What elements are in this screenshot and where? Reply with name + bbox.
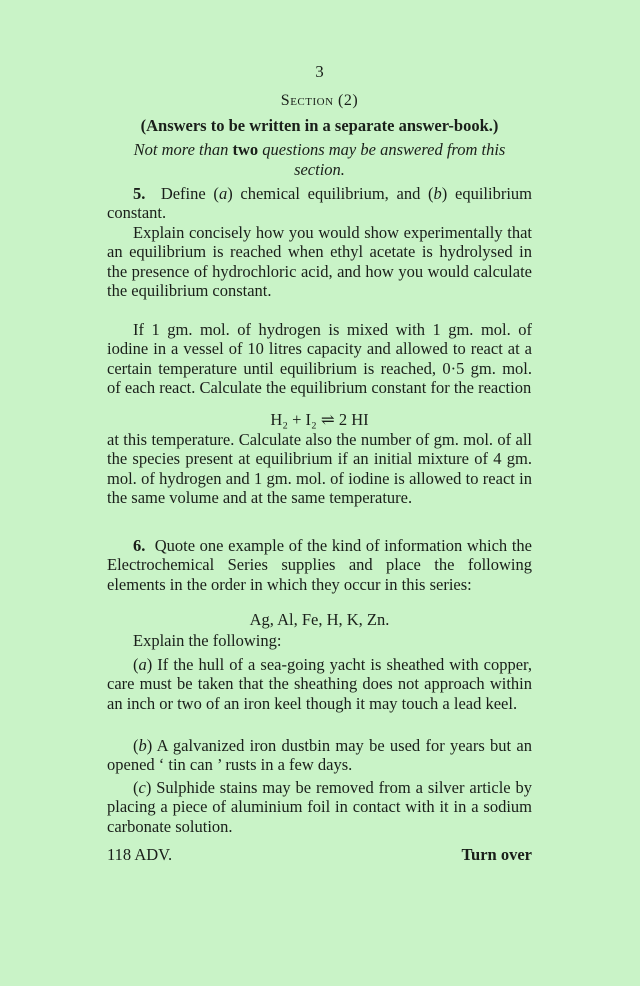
q5-para-3	[107, 320, 532, 398]
reaction-equation: H₂ + I₂ ⇌ 2 HI	[270, 410, 369, 429]
q5-para-4-text: at this temperature. Calculate also the number of gm. mol. of all the species present at equilibrium if an initial mixture of 4 gm. mol. of hydrogen and 1 gm. mol. of iodine is allowed to react in the same volume and at the same temperature.	[107, 430, 532, 508]
q6-part-c-text: Sulphide stains may be removed from a silver article by placing a piece of aluminium foil in contact with it in a sodium carbonate solution.	[107, 778, 532, 836]
q6-para-1-text: Quote one example of the kind of information which the Electrochemical Series supplies and place the following elements in the order in which they occur in this series:	[107, 536, 532, 594]
paper-code: 118 ADV.	[107, 845, 173, 864]
answers-note: (Answers to be written in a separate answer-book.)	[140, 116, 499, 135]
q6-part-c: (c) Sulphide stains may be removed from a silver article by placing a piece of aluminium foil in contact with it in a sodium carbonate solution.	[107, 778, 532, 836]
q6-explain-text: Explain the following:	[133, 631, 282, 650]
q6-part-b: (b) A galvanized iron dustbin may be used for years but an opened ‘ tin can ’ rusts in a few days.	[107, 736, 532, 775]
q6-label-c: c	[138, 778, 146, 797]
page-number: 3	[315, 62, 324, 81]
q5-number: 5.	[133, 184, 146, 203]
section-heading	[107, 92, 532, 110]
q6-part-a: (a) If the hull of a sea-going yacht is sheathed with copper, care must be taken that the sheathing does not approach within an inch or two of an iron keel though it may touch a lead keel.	[107, 655, 532, 713]
q5-text-define: Define	[160, 184, 206, 203]
q5-label-a: a	[218, 184, 228, 203]
q6-para-1	[107, 536, 532, 594]
q5-label-b: b	[433, 184, 442, 203]
q5-para-2	[107, 223, 532, 301]
q5-para-2-text: Explain concisely how you would show experimentally that an equilibrium is reached when ethyl acetate is hydrolysed in the presence of hydrochloric acid, and how you would calculate the equilibrium constant.	[107, 223, 532, 301]
instruction-post: questions may be answered from this section.	[262, 140, 506, 179]
q6-explain	[107, 631, 532, 650]
q6-number: 6.	[133, 536, 146, 555]
q6-label-a: a	[138, 655, 147, 674]
q5-para-3-text: If 1 gm. mol. of hydrogen is mixed with 1 gm. mol. of iodine in a vessel of 10 litres capacity and allowed to react at a certain temperature until equilibrium is reached, 0·5 gm. mol. of each react. Calculate the equilibrium constant for the reaction	[107, 320, 532, 398]
turn-over-label: Turn over	[461, 845, 532, 864]
q5-para-1: 5. Define (a) chemical equilibrium, and (b) equilibrium constant.	[107, 184, 533, 223]
q5-para-4	[107, 430, 532, 508]
instruction-bold: two	[232, 140, 259, 159]
q5-text-end: equilibrium constant.	[107, 184, 533, 223]
instruction	[107, 140, 532, 180]
q6-part-a-text: If the hull of a sea-going yacht is sheathed with copper, care must be taken that the sheathing does not approach within an inch or two of an iron keel though it may touch a lead keel.	[107, 655, 532, 713]
q6-label-b: b	[138, 736, 147, 755]
section-number: (2)	[338, 92, 359, 109]
q6-part-b-text: A galvanized iron dustbin may be used for years but an opened ‘ tin can ’ rusts in a few days.	[107, 736, 532, 775]
element-list: Ag, Al, Fe, H, K, Zn.	[249, 610, 390, 629]
q5-text-mid: chemical equilibrium, and	[240, 184, 421, 203]
section-word: Section	[280, 92, 334, 109]
instruction-pre: Not more than	[133, 140, 229, 159]
